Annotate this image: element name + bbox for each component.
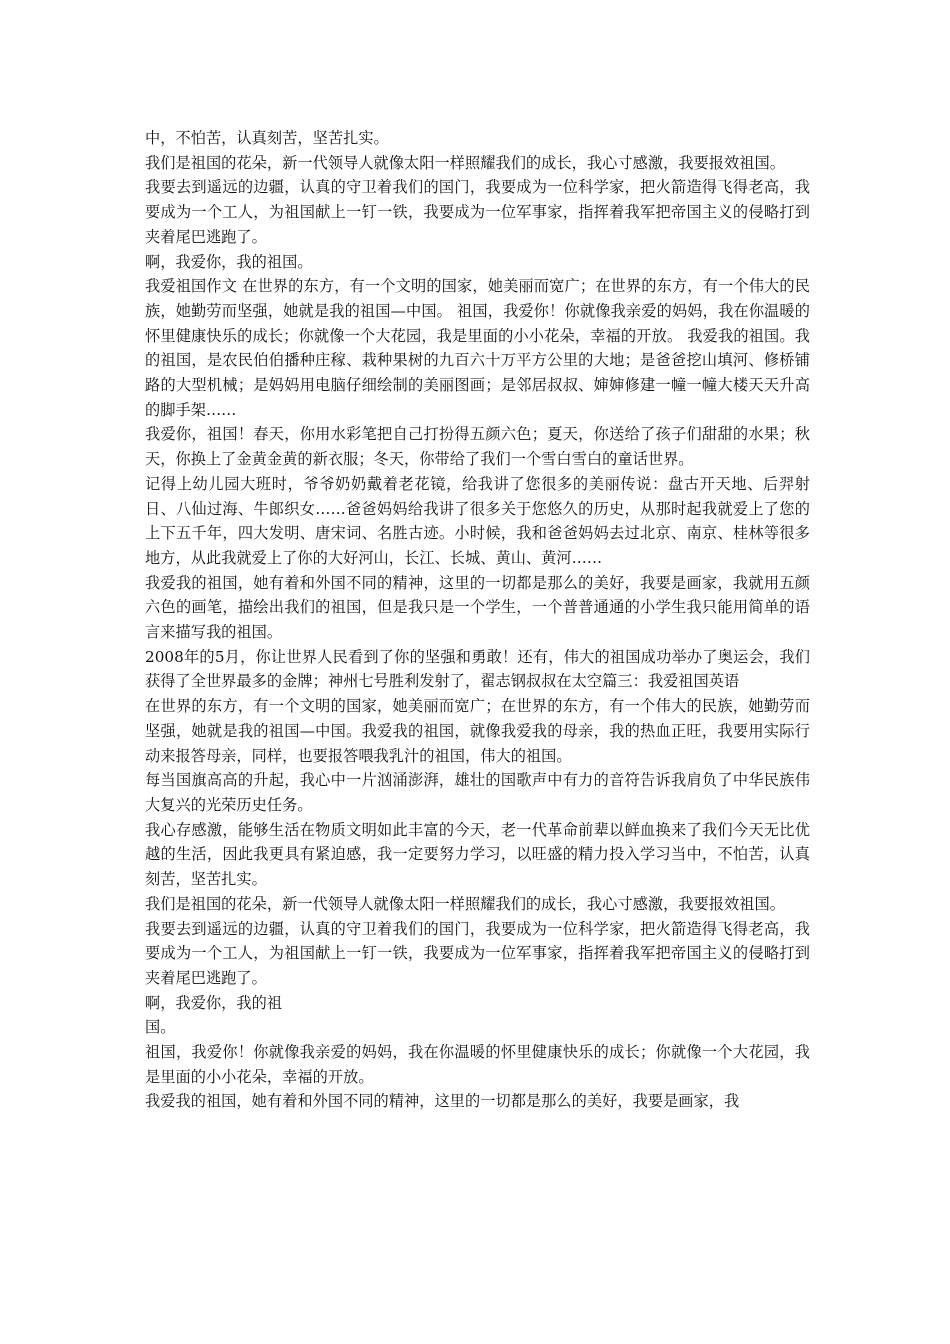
paragraph: 我们是祖国的花朵，新一代领导人就像太阳一样照耀我们的成长，我心寸感激，我要报效祖国。 [145, 894, 785, 913]
paragraph: 我心存感激，能够生活在物质文明如此丰富的今天，老一代革命前辈以鲜血换来了我们今天无比优越的生活，因此我更具有紧迫感，我一定要努力学习，以旺盛的精力投入学习当中，不怕苦，认真刻苦，坚苦扎实。 [145, 820, 810, 889]
paragraph: 我爱我的祖国，她有着和外国不同的精神，这里的一切都是那么的美好，我要是画家，我就用五颜六色的画笔，描绘出我们的祖国，但是我只是一个学生，一个普普通通的小学生我只能用简单的语言来描写我的祖国。 [145, 573, 810, 642]
paragraph: 中，不怕苦，认真刻苦，坚苦扎实。 [145, 129, 389, 147]
paragraph: 我爱你，祖国！春天，你用水彩笔把自己打扮得五颜六色；夏天，你送给了孩子们甜甜的水果；秋天，你换上了金黄金黄的新衣服；冬天，你带给了我们一个雪白雪白的童话世界。 [145, 425, 810, 469]
paragraph: 2008年的5月，你让世界人民看到了你的坚强和勇敢！还有，伟大的祖国成功举办了奥运会，我们获得了全世界最多的金牌；神州七号胜利发射了，翟志钢叔叔在太空篇三：我爱祖国英语 [145, 647, 810, 691]
paragraph: 每当国旗高高的升起，我心中一片汹涌澎湃，雄壮的国歌声中有力的音符告诉我肩负了中华民族伟大复兴的光荣历史任务。 [145, 771, 810, 814]
paragraph: 我爱祖国作文 在世界的东方，有一个文明的国家，她美丽而宽广；在世界的东方，有一个伟大的民族，她勤劳而坚强，她就是我的祖国—中国。 祖国，我爱你！你就像我亲爱的妈妈，我在你温暖的怀里健康快乐的成长；你就像一个大花园，我是里面的小小花朵，幸福的开放。 我爱我的祖国。我的祖国，是农民伯伯播种庄稼、栽种果树的九百六十万平方公里的大地；是爸爸挖山填河、修桥铺路的大型机械；是妈妈用电脑仔细绘制的美丽图画；是邻居叔叔、婶婶修建一幢一幢大楼天天升高的脚手架…… [145, 277, 810, 419]
document-body [145, 126, 810, 1114]
paragraph: 国。 [145, 1018, 176, 1037]
paragraph: 我们是祖国的花朵，新一代领导人就像太阳一样照耀我们的成长，我心寸感激，我要报效祖国。 [145, 153, 785, 172]
paragraph: 我要去到遥远的边疆，认真的守卫着我们的国门，我要成为一位科学家，把火箭造得飞得老高，我要成为一个工人，为祖国献上一钉一铁，我要成为一位军事家，指挥着我军把帝国主义的侵略打到夹着尾巴逃跑了。 [145, 178, 810, 246]
paragraph: 啊，我爱你，我的祖国。 [145, 252, 313, 271]
paragraph: 在世界的东方，有一个文明的国家，她美丽而宽广；在世界的东方，有一个伟大的民族，她勤劳而坚强，她就是我的祖国—中国。我爱我的祖国，就像我爱我的母亲，我的热血正旺，我要用实际行动来报答母亲，同样，也要报答喂我乳汁的祖国，伟大的祖国。 [145, 697, 810, 765]
paragraph: 记得上幼儿园大班时，爷爷奶奶戴着老花镜，给我讲了您很多的美丽传说：盘古开天地、后羿射日、八仙过海、牛郎织女……爸爸妈妈给我讲了很多关于您悠久的历史，从那时起我就爱上了您的上下五千年，四大发明、唐宋词、名胜古迹。小时候，我和爸爸妈妈去过北京、南京、桂林等很多地方，从此我就爱上了你的大好河山，长江、长城、黄山、黄河…… [145, 474, 810, 567]
paragraph: 祖国，我爱你！你就像我亲爱的妈妈，我在你温暖的怀里健康快乐的成长；你就像一个大花园，我是里面的小小花朵，幸福的开放。 [145, 1043, 810, 1086]
paragraph: 我爱我的祖国，她有着和外国不同的精神，这里的一切都是那么的美好，我要是画家，我 [145, 1092, 740, 1111]
paragraph: 我要去到遥远的边疆，认真的守卫着我们的国门，我要成为一位科学家，把火箭造得飞得老高，我要成为一个工人，为祖国献上一钉一铁，我要成为一位军事家，指挥着我军把帝国主义的侵略打到夹着尾巴逃跑了。 [145, 919, 810, 987]
paragraph: 啊，我爱你，我的祖 [145, 993, 283, 1012]
